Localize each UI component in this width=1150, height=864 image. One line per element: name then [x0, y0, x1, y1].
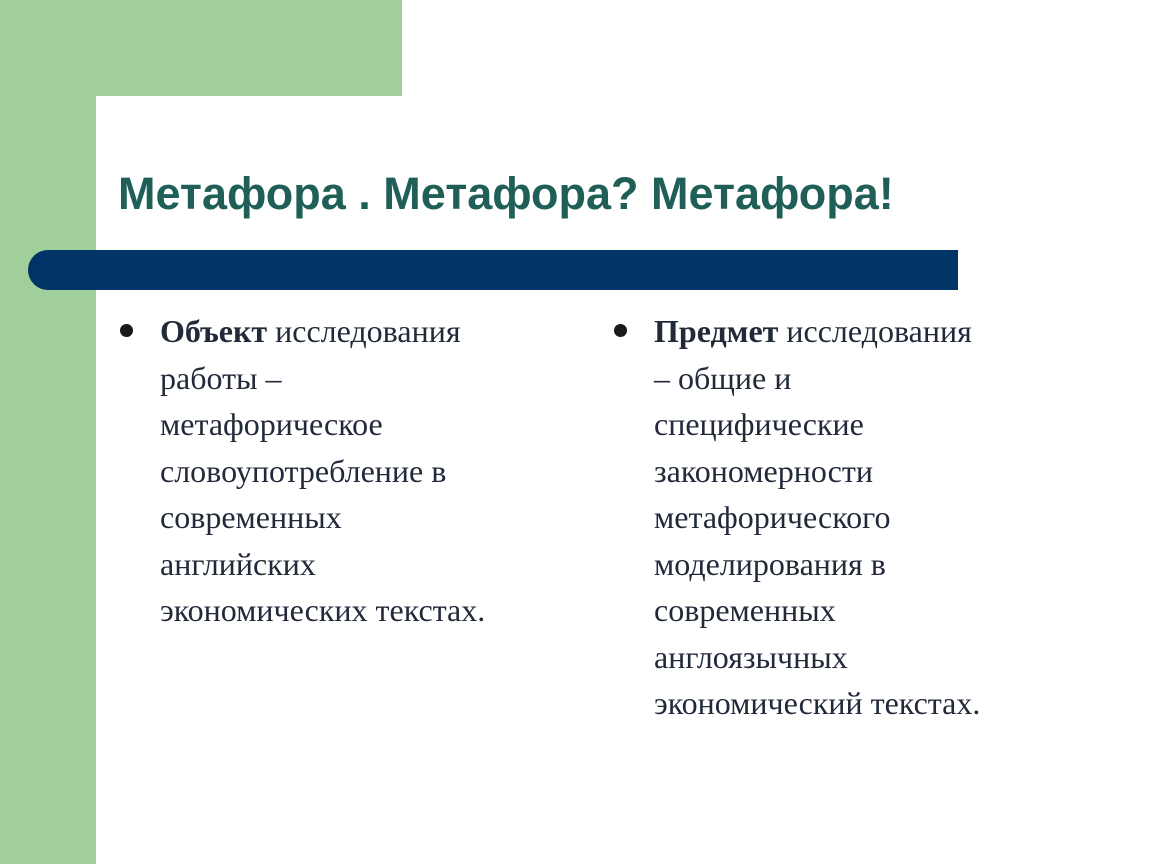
left-term: Объект	[160, 313, 268, 349]
right-text-0: исследования	[778, 313, 972, 349]
right-term: Предмет	[654, 313, 779, 349]
slide-title: Метафора . Метафора? Метафора!	[118, 168, 894, 219]
right-text-5: моделирования в	[654, 545, 886, 582]
left-text-1: работы –	[160, 359, 282, 396]
title-divider-bar	[28, 250, 958, 290]
right-text-8: экономический текстах.	[654, 685, 981, 721]
green-background-top	[0, 0, 402, 96]
right-text-6: современных	[654, 592, 836, 628]
green-background-left	[0, 0, 96, 864]
left-text-2: метафорическое	[160, 406, 383, 442]
content-rounded-corner	[96, 96, 156, 156]
right-text-3: закономерности	[654, 452, 873, 489]
right-text-2: специфические	[654, 406, 864, 442]
bullet-right	[614, 324, 627, 337]
right-text-7: англоязычных	[654, 638, 848, 675]
bullet-left	[120, 324, 133, 337]
left-text-6: экономических текстах.	[160, 592, 486, 628]
right-text-4: метафорического	[654, 499, 891, 535]
left-line-1	[160, 308, 570, 355]
left-text-3: словоупотребление в	[160, 452, 447, 489]
right-line-1	[654, 308, 1084, 355]
left-text-0: исследования	[267, 313, 461, 349]
right-text-1: – общие и	[654, 359, 792, 396]
left-text-4: современных	[160, 499, 342, 535]
left-text-5: английских	[160, 545, 316, 582]
right-bullet-text	[654, 308, 1084, 727]
left-bullet-text	[160, 308, 570, 634]
